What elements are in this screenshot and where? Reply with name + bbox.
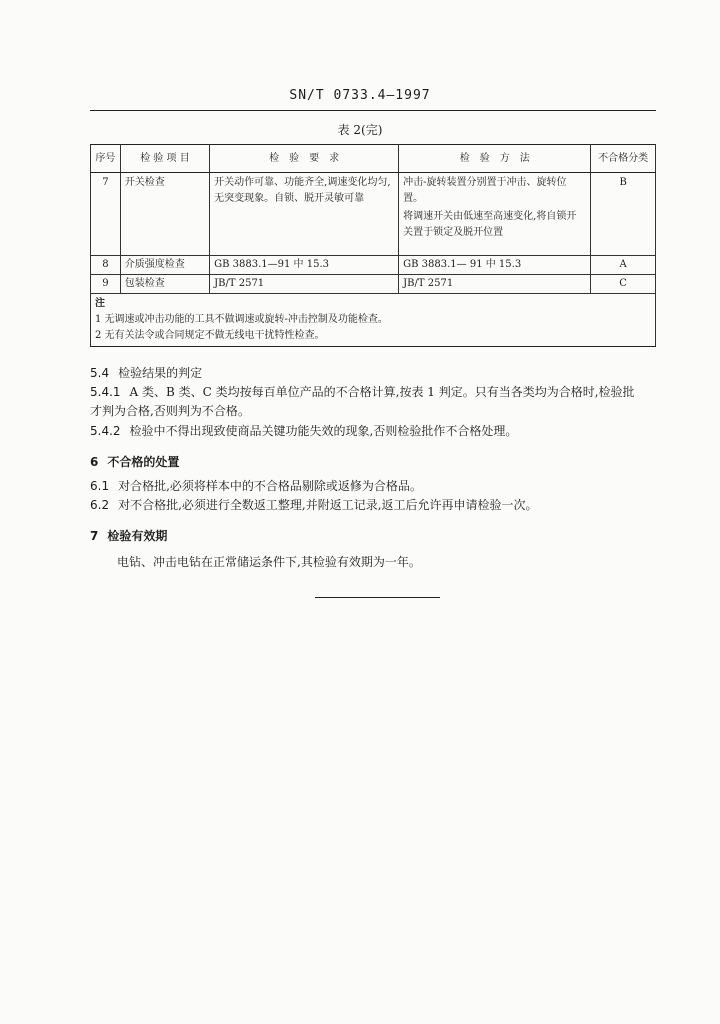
section-text: 对不合格批,必须进行全数返工整理,并附返工记录,返工后允许再申请检验一次。	[118, 498, 538, 512]
table-header-row	[91, 145, 656, 173]
section-5-4	[90, 364, 202, 381]
cell-method	[399, 173, 591, 256]
col-header-requirement: 检 验 要 求	[210, 145, 399, 173]
table-notes-row	[91, 294, 656, 347]
cell-no: 9	[91, 275, 121, 294]
cell-category: B	[591, 173, 656, 256]
section-7-text: 电钻、冲击电钻在正常储运条件下,其检验有效期为一年。	[117, 555, 421, 569]
table-row	[91, 256, 656, 275]
note-item: 2 无有关法令或合同规定不做无线电干扰特性检查。	[95, 330, 325, 341]
cell-requirement: JB/T 2571	[210, 275, 399, 294]
cell-category: C	[591, 275, 656, 294]
section-6-1	[90, 477, 422, 494]
section-5-4-1	[90, 383, 635, 400]
standard-code-header: SN/T 0733.4—1997	[289, 88, 431, 103]
section-text: 检验中不得出现致使商品关键功能失效的现象,否则检验批作不合格处理。	[129, 424, 518, 438]
section-number: 5.4	[90, 366, 110, 380]
table-caption: 表 2(完)	[337, 123, 383, 137]
cell-item: 包装检查	[120, 275, 209, 294]
notes-title: 注	[95, 298, 105, 309]
section-number: 5.4.2	[90, 424, 121, 438]
cell-method: JB/T 2571	[399, 275, 591, 294]
section-title: 检验有效期	[107, 529, 168, 543]
section-5-4-2	[90, 422, 517, 439]
section-text: 检验结果的判定	[118, 366, 203, 380]
section-number: 6.2	[90, 498, 110, 512]
cell-item: 介质强度检查	[120, 256, 209, 275]
section-5-4-1-continued: 才判为合格,否则判为不合格。	[90, 404, 250, 418]
cell-category: A	[591, 256, 656, 275]
method-line: 冲击-旋转装置分别置于冲击、旋转位置。	[403, 177, 567, 204]
table-row	[91, 275, 656, 294]
col-header-category: 不合格分类	[591, 145, 656, 173]
section-text: 对合格批,必须将样本中的不合格品剔除或返修为合格品。	[118, 479, 422, 493]
cell-no: 8	[91, 256, 121, 275]
table-notes	[91, 294, 656, 347]
note-item: 1 无调速或冲击功能的工具不做调速或旋转-冲击控制及功能检查。	[95, 314, 388, 325]
section-number: 6	[90, 455, 99, 469]
inspection-table	[90, 144, 656, 347]
table-row	[91, 173, 656, 256]
col-header-item: 检 验 项 目	[120, 145, 209, 173]
section-text: A 类、B 类、C 类均按每百单位产品的不合格计算,按表 1 判定。只有当各类均为合格时,检验批	[129, 385, 635, 399]
section-number: 7	[90, 529, 99, 543]
section-title: 不合格的处置	[107, 455, 180, 469]
end-rule	[315, 597, 440, 598]
col-header-no: 序号	[91, 145, 121, 173]
cell-no: 7	[91, 173, 121, 256]
col-header-method: 检 验 方 法	[399, 145, 591, 173]
section-number: 6.1	[90, 479, 110, 493]
cell-method: GB 3883.1— 91 中 15.3	[399, 256, 591, 275]
section-7-heading	[90, 527, 167, 544]
section-6-heading	[90, 453, 179, 470]
method-line: 将调速开关由低速至高速变化,将自锁开关置于锁定及脱开位置	[403, 211, 577, 238]
cell-requirement: 开关动作可靠、功能齐全,调速变化均匀,无突变现象。自锁、脱开灵敏可靠	[210, 173, 399, 256]
cell-item: 开关检查	[120, 173, 209, 256]
header-rule	[90, 110, 656, 111]
cell-requirement: GB 3883.1—91 中 15.3	[210, 256, 399, 275]
section-6-2	[90, 496, 538, 513]
section-number: 5.4.1	[90, 385, 121, 399]
